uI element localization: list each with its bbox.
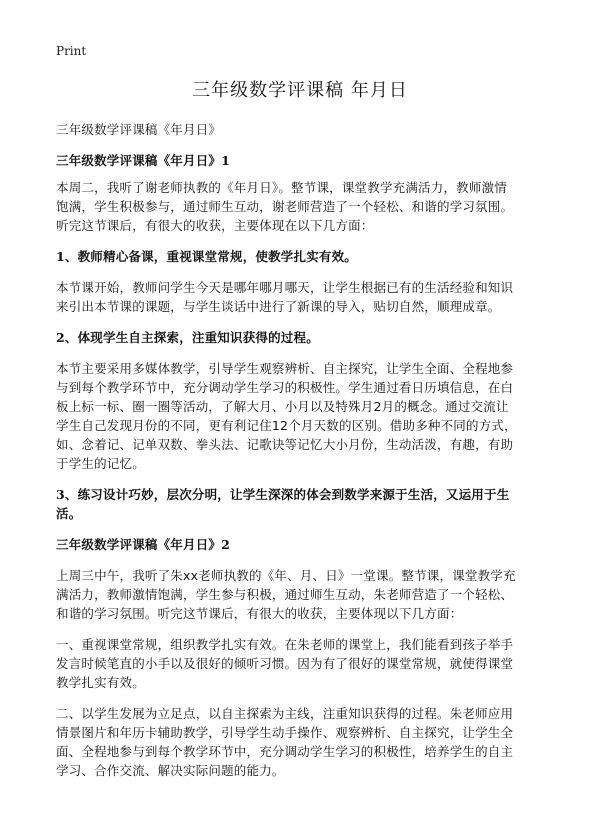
- text-line: 发言时候笔直的小手以及很好的倾听习惯。因为有了很好的课堂常规，就使得课堂: [56, 656, 514, 671]
- point2-heading: 2、体现学生自主探索，注重知识获得的过程。: [56, 330, 319, 345]
- section2-para1: [56, 635, 552, 692]
- text-line: 二、以学生发展为立足点，以自主探索为主线，注重知识获得的过程。朱老师应用: [56, 706, 514, 721]
- section2-para2: [56, 704, 552, 780]
- point1-body: [56, 278, 552, 316]
- point2-body: [56, 359, 552, 473]
- text-line: 于学生的记忆。: [56, 456, 145, 471]
- text-line: 满活力，教师激情饱满，学生参与积极，通过师生互动，朱老师营造了一个轻松、: [56, 587, 514, 602]
- text-line: 来引出本节课的课题，与学生谈话中进行了新课的导入，贴切自然，顺理成章。: [56, 299, 501, 314]
- text-line: 板上标一标、圈一圈等活动，了解大月、小月以及特殊月2月的概念。通过交流让: [56, 399, 509, 414]
- subtitle: 三年级数学评课稿《年月日》: [56, 122, 222, 137]
- text-line: 3、练习设计巧妙，层次分明，让学生深深的体会到数学来源于生活，又运用于生: [56, 487, 510, 502]
- point3-heading: [56, 485, 552, 523]
- text-line: 本节主要采用多媒体教学，引导学生观察辨析、自主探究，让学生全面、全程地参: [56, 361, 514, 376]
- text-line: 和谐的学习氛围。听完这节课后，有很大的收获，主要体现以下几方面：: [56, 606, 463, 621]
- section2-heading: 三年级数学评课稿《年月日》2: [56, 537, 230, 552]
- section1-heading: 三年级数学评课稿《年月日》1: [56, 153, 230, 168]
- text-line: 本周二，我听了谢老师执教的《年月日》。整节课，课堂教学充满活力，教师激情: [56, 180, 507, 195]
- print-label: Print: [56, 44, 87, 58]
- section1-intro: [56, 178, 552, 235]
- page-title: 三年级数学评课稿 年月日: [192, 80, 408, 101]
- text-line: 教学扎实有效。: [56, 675, 145, 690]
- text-line: 情景图片和年历卡辅助教学，引导学生动手操作、观察辨析、自主探究，让学生全: [56, 725, 514, 740]
- text-line: 与到每个教学环节中，充分调动学生学习的积极性。学生通过看日历填信息，在白: [56, 380, 514, 395]
- document-body: [56, 120, 552, 780]
- text-line: 活。: [56, 506, 82, 521]
- text-line: 一、重视课堂常规，组织教学扎实有效。在朱老师的课堂上，我们能看到孩子举手: [56, 637, 514, 652]
- section2-intro: [56, 566, 552, 623]
- text-line: 本节课开始，教师问学生今天是哪年哪月哪天，让学生根据已有的生活经验和知识: [56, 280, 514, 295]
- point1-heading: 1、教师精心备课，重视课堂常规，使教学扎实有效。: [56, 249, 357, 264]
- text-line: 饱满，学生积极参与，通过师生互动，谢老师营造了一个轻松、和谐的学习氛围。: [56, 199, 514, 214]
- text-line: 听完这节课后，有很大的收获，主要体现在以下几方面：: [56, 218, 374, 233]
- text-line: 学生自己发现月份的不同，更有利记住12个月天数的区别。借助多种不同的方式，: [56, 418, 517, 433]
- text-line: 学习、合作交流、解决实际问题的能力。: [56, 763, 285, 778]
- text-line: 如、念着记、记单双数、拳头法、记歌诀等记忆大小月份，生动活泼，有趣，有助: [56, 437, 514, 452]
- text-line: 面、全程地参与到每个教学环节中，充分调动学生学习的积极性，培养学生的自主: [56, 744, 514, 759]
- text-line: 上周三中午，我听了朱xx老师执教的《年、月、日》一堂课。整节课，课堂教学充: [56, 568, 516, 583]
